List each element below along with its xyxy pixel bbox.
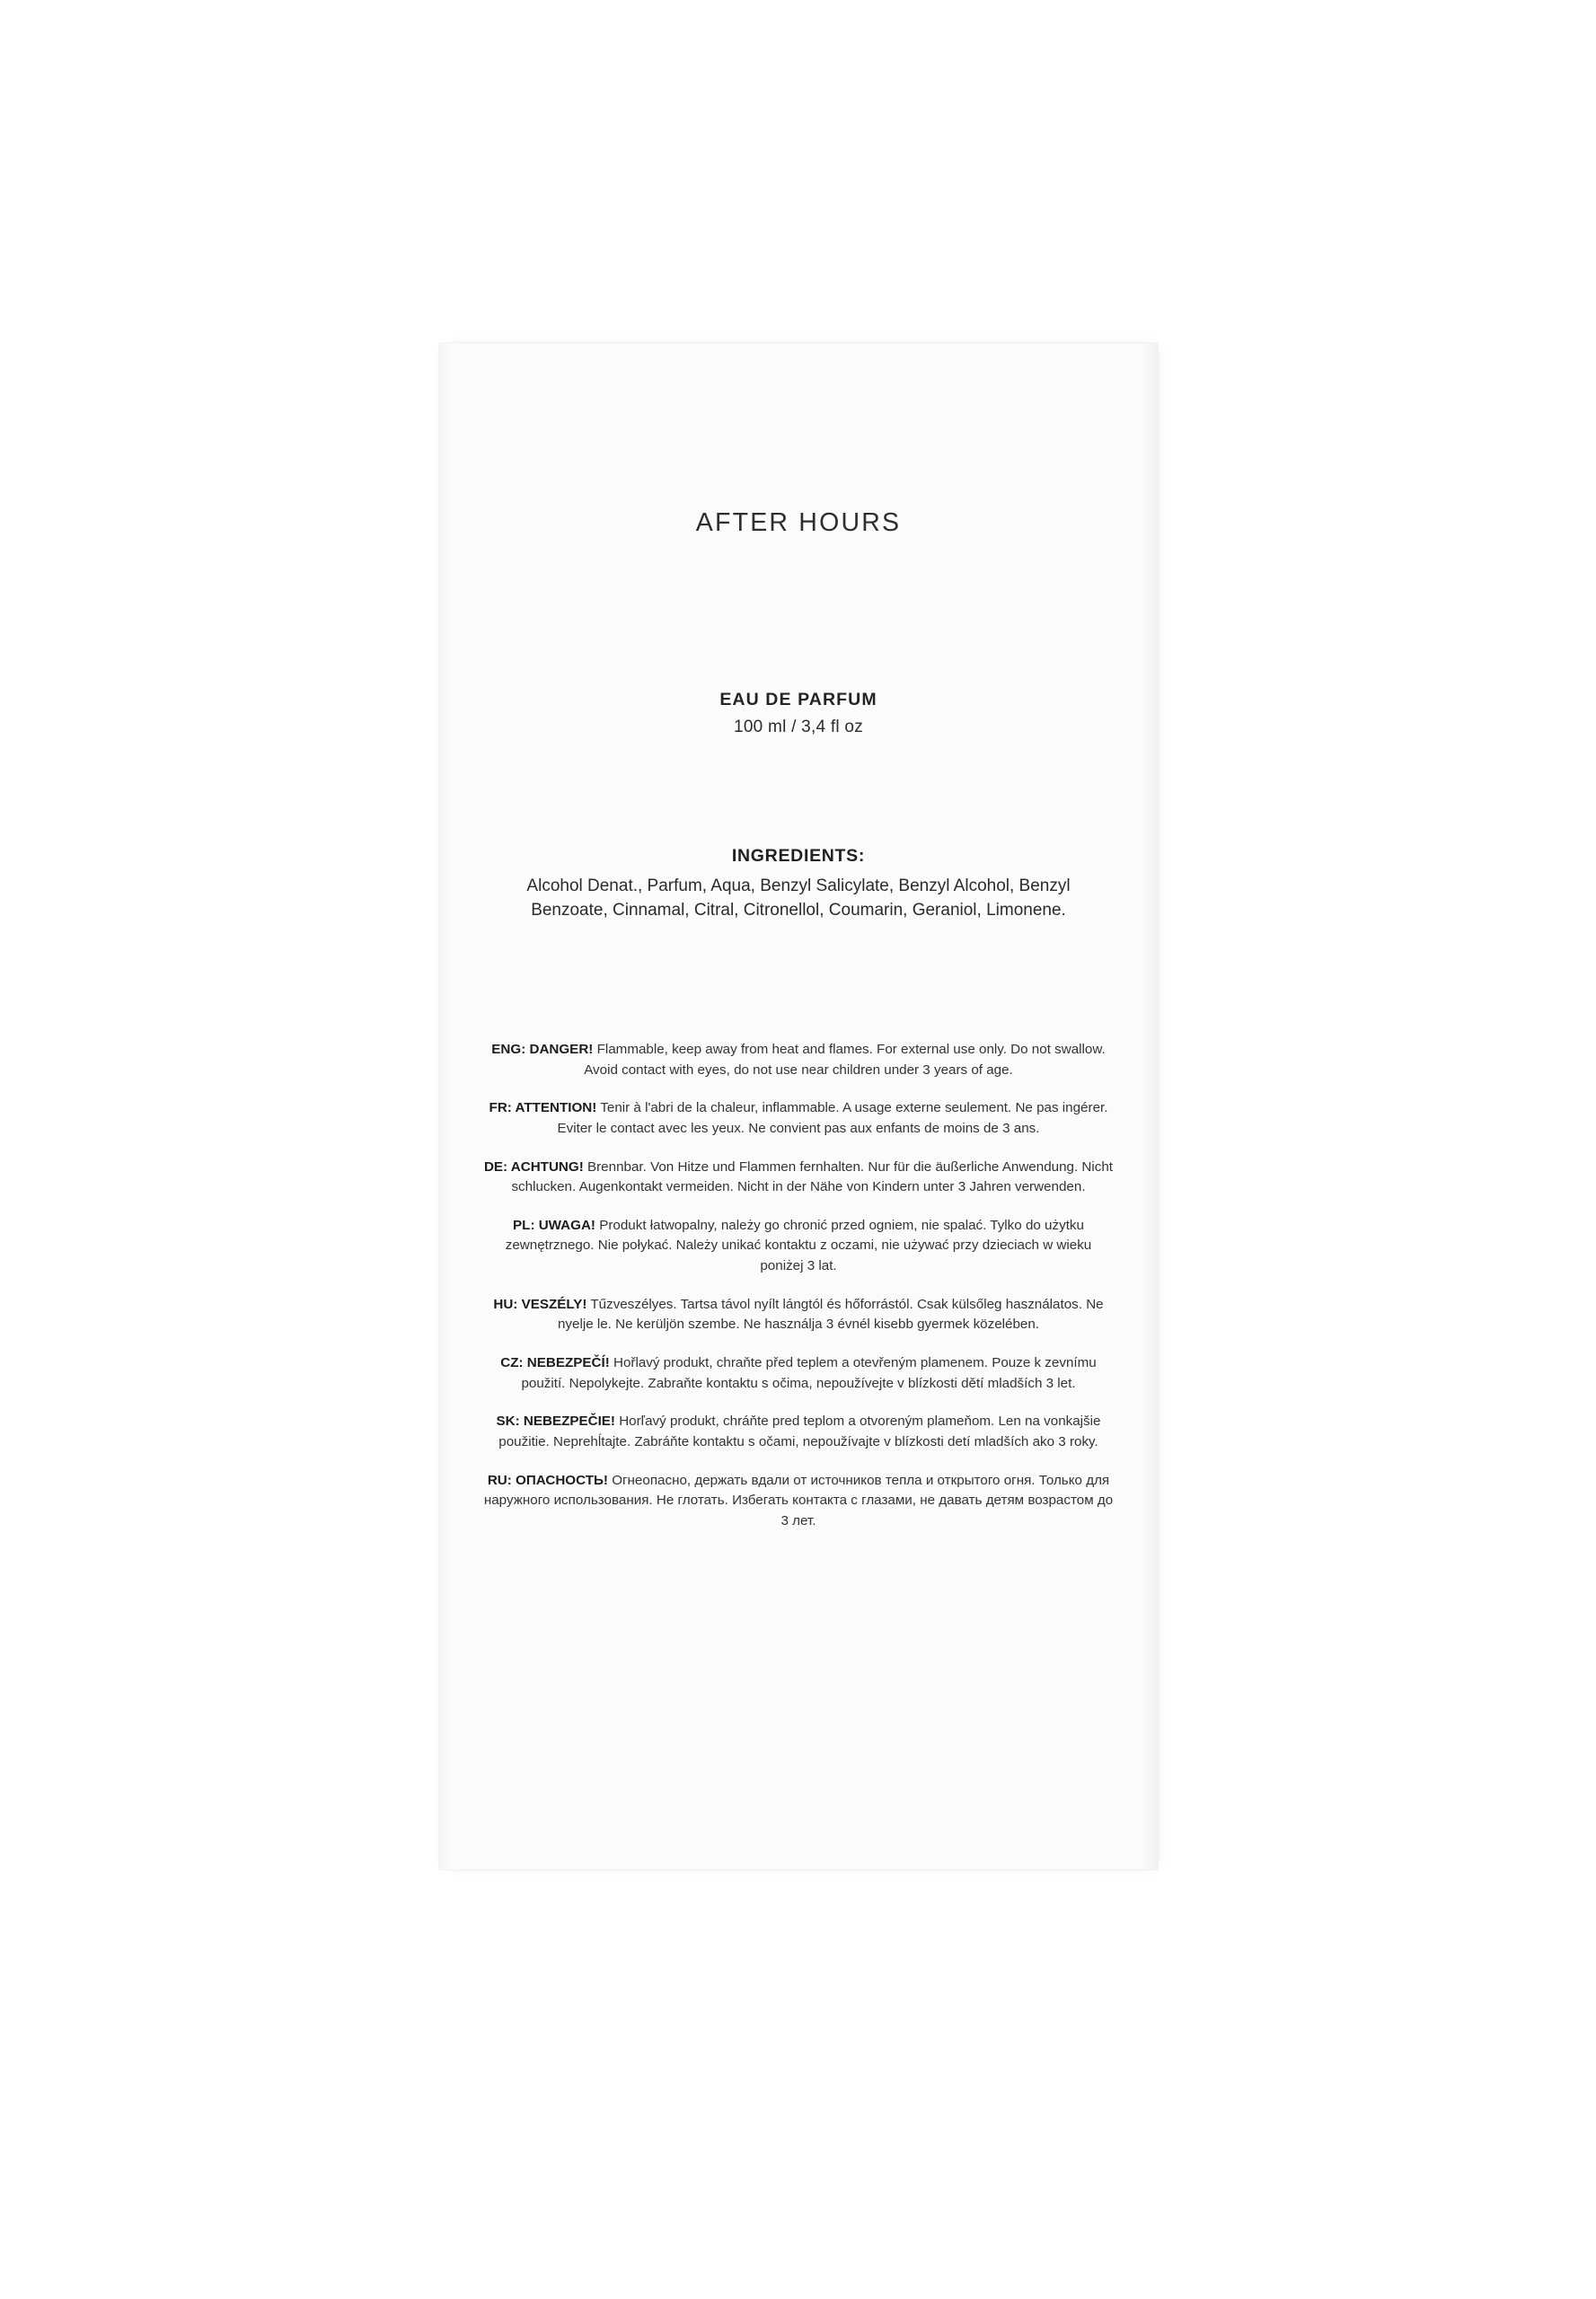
carton-content	[439, 343, 1158, 1870]
warning-language-label: DE: ACHTUNG!	[483, 1158, 584, 1175]
warning-text: Огнеопасно, держать вдали от источников тепла и открытого огня. Только для наружного использования. Не глотать. Избегать контакта с глазами, не давать детям возрастом до 3 лет.	[483, 1472, 1114, 1528]
volume-label: 100 ml / 3,4 fl oz	[734, 718, 863, 736]
warning-text: Hořlavý produkt, chraňte před teplem a otevřeným plamenem. Pouze k zevnímu použití. Nepolykejte. Zabraňte kontaktu s očima, nepoužívejte v blízkosti dětí mladších 3 let.	[521, 1355, 1097, 1391]
warning-text: Tenir à l'abri de la chaleur, inflammable. A usage externe seulement. Ne pas ingérer. Eviter le contact avec les yeux. Ne convient pas aux enfants de moins de 3 ans.	[557, 1100, 1108, 1136]
warning-item	[482, 1471, 1115, 1532]
warnings-list	[439, 1040, 1158, 1532]
warning-text: Produkt łatwopalny, należy go chronić przed ogniem, nie spalać. Tylko do użytku zewnętrznego. Nie połykać. Należy unikać kontaktu z oczami, nie używać przy dzieciach w wieku poniżej 3 lat.	[505, 1217, 1092, 1274]
warning-language-label: ENG: DANGER!	[491, 1042, 594, 1057]
warning-language-label: FR: ATTENTION!	[489, 1100, 597, 1116]
warning-text: Brennbar. Von Hitze und Flammen fernhalten. Nur für die äußerliche Anwendung. Nicht schlucken. Augenkontakt vermeiden. Nicht in der Nähe von Kindern unter 3 Jahren verwenden.	[511, 1158, 1114, 1195]
warning-item	[482, 1353, 1115, 1394]
warning-item	[482, 1098, 1115, 1139]
warning-item	[482, 1216, 1115, 1277]
product-name: AFTER HOURS	[695, 508, 902, 537]
warning-item	[482, 1040, 1115, 1080]
warning-text: Horľavý produkt, chráňte pred teplom a otvoreným plameňom. Len na vonkajšie použitie. Neprehĺtajte. Zabráňte kontaktu s očami, nepoužívajte v blízkosti detí mladších ako 3 roky.	[498, 1414, 1101, 1449]
product-carton-panel	[439, 343, 1158, 1870]
warning-language-label: PL: UWAGA!	[513, 1217, 595, 1233]
warning-item	[482, 1295, 1115, 1335]
warning-item	[482, 1412, 1115, 1452]
concentration-block	[439, 690, 1158, 737]
warning-text: Flammable, keep away from heat and flames. For external use only. Do not swallow. Avoid contact with eyes, do not use near children under 3 years of age.	[584, 1042, 1106, 1078]
warning-language-label: RU: ОПАСНОСТЬ!	[487, 1472, 608, 1488]
warning-text: Tűzveszélyes. Tartsa távol nyílt lángtól és hőforrástól. Csak külsőleg használatos. Ne nyelje le. Ne kerüljön szembe. Ne használja 3 évnél kisebb gyermek közelében.	[557, 1296, 1104, 1333]
warning-language-label: SK: NEBEZPEČIE!	[496, 1414, 615, 1430]
warning-language-label: CZ: NEBEZPEČÍ!	[500, 1355, 610, 1371]
warning-item	[482, 1158, 1115, 1198]
ingredients-list: Alcohol Denat., Parfum, Aqua, Benzyl Salicylate, Benzyl Alcohol, Benzyl Benzoate, Cinnamal, Citral, Citronellol, Coumarin, Geraniol, Limonene.	[526, 876, 1071, 920]
ingredients-heading: INGREDIENTS:	[731, 846, 866, 866]
concentration-label: EAU DE PARFUM	[719, 690, 877, 709]
ingredients-block	[439, 846, 1158, 923]
warning-language-label: HU: VESZÉLY!	[493, 1296, 587, 1312]
